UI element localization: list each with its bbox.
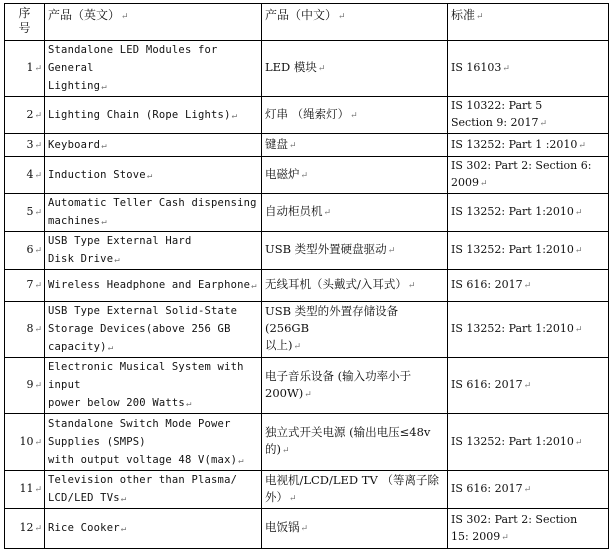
row-product-zh: 键盘↵	[262, 134, 448, 157]
row-number: 7↵	[5, 270, 45, 302]
table-row	[5, 134, 609, 157]
row-product-zh: 电子音乐设备 (输入功率小于 200W)↵	[262, 358, 448, 414]
row-product-zh: 电视机/LCD/LED TV （等离子除 外）↵	[262, 471, 448, 509]
row-standard: IS 302: Part 2: Section 6: 2009↵	[448, 157, 609, 194]
table-row	[5, 41, 609, 97]
row-product-zh: 独立式开关电源 (输出电压≤48v 的)↵	[262, 414, 448, 471]
row-standard: IS 13252: Part 1:2010↵	[448, 194, 609, 232]
row-product-en: Keyboard↵	[45, 134, 262, 157]
row-product-zh: 电饭锅↵	[262, 509, 448, 549]
table-row	[5, 232, 609, 270]
row-number: 11↵	[5, 471, 45, 509]
row-standard: IS 13252: Part 1:2010↵	[448, 414, 609, 471]
header-std: 标准↵	[448, 4, 609, 41]
row-number: 6↵	[5, 232, 45, 270]
row-standard: IS 16103↵	[448, 41, 609, 97]
row-standard: IS 13252: Part 1:2010↵	[448, 302, 609, 358]
table-row	[5, 157, 609, 194]
table-row	[5, 194, 609, 232]
row-standard: IS 616: 2017↵	[448, 358, 609, 414]
row-number: 8↵	[5, 302, 45, 358]
row-product-zh: 无线耳机（头戴式/入耳式）↵	[262, 270, 448, 302]
row-standard: IS 13252: Part 1 :2010↵	[448, 134, 609, 157]
table-header-row	[5, 4, 609, 41]
header-en: 产品（英文）↵	[45, 4, 262, 41]
row-product-en: Automatic Teller Cash dispensing machines↵	[45, 194, 262, 232]
table-row	[5, 471, 609, 509]
row-product-en: USB Type External Hard Disk Drive↵	[45, 232, 262, 270]
row-standard: IS 616: 2017↵	[448, 270, 609, 302]
row-standard: IS 302: Part 2: Section 15: 2009↵	[448, 509, 609, 549]
row-product-zh: USB 类型的外置存储设备 (256GB 以上)↵	[262, 302, 448, 358]
row-number: 12↵	[5, 509, 45, 549]
row-product-zh: 自动柜员机↵	[262, 194, 448, 232]
row-product-zh: 电磁炉↵	[262, 157, 448, 194]
row-product-en: Standalone LED Modules for General Lighting↵	[45, 41, 262, 97]
row-number: 5↵	[5, 194, 45, 232]
row-standard: IS 13252: Part 1:2010↵	[448, 232, 609, 270]
table-row	[5, 270, 609, 302]
table-row	[5, 358, 609, 414]
row-standard: IS 616: 2017↵	[448, 471, 609, 509]
row-product-zh: 灯串 （绳索灯）↵	[262, 97, 448, 134]
row-product-en: Television other than Plasma/ LCD/LED TVs↵	[45, 471, 262, 509]
row-product-en: Lighting Chain (Rope Lights)↵	[45, 97, 262, 134]
row-product-en: USB Type External Solid-State Storage Devices(above 256 GB capacity)↵	[45, 302, 262, 358]
table-row	[5, 414, 609, 471]
row-product-en: Electronic Musical System with input power below 200 Watts↵	[45, 358, 262, 414]
row-product-en: Rice Cooker↵	[45, 509, 262, 549]
row-number: 1↵	[5, 41, 45, 97]
table-row	[5, 97, 609, 134]
row-product-en: Standalone Switch Mode Power Supplies (SMPS) with output voltage 48 V(max)↵	[45, 414, 262, 471]
standards-table	[4, 3, 609, 549]
row-number: 9↵	[5, 358, 45, 414]
table-row	[5, 509, 609, 549]
row-number: 4↵	[5, 157, 45, 194]
row-number: 10↵	[5, 414, 45, 471]
header-zh: 产品（中文）↵	[262, 4, 448, 41]
header-no: 序号	[5, 4, 45, 41]
table-row	[5, 302, 609, 358]
row-number: 2↵	[5, 97, 45, 134]
row-product-en: Wireless Headphone and Earphone↵	[45, 270, 262, 302]
row-product-en: Induction Stove↵	[45, 157, 262, 194]
row-product-zh: USB 类型外置硬盘驱动↵	[262, 232, 448, 270]
row-standard: IS 10322: Part 5 Section 9: 2017↵	[448, 97, 609, 134]
row-product-zh: LED 模块↵	[262, 41, 448, 97]
row-number: 3↵	[5, 134, 45, 157]
